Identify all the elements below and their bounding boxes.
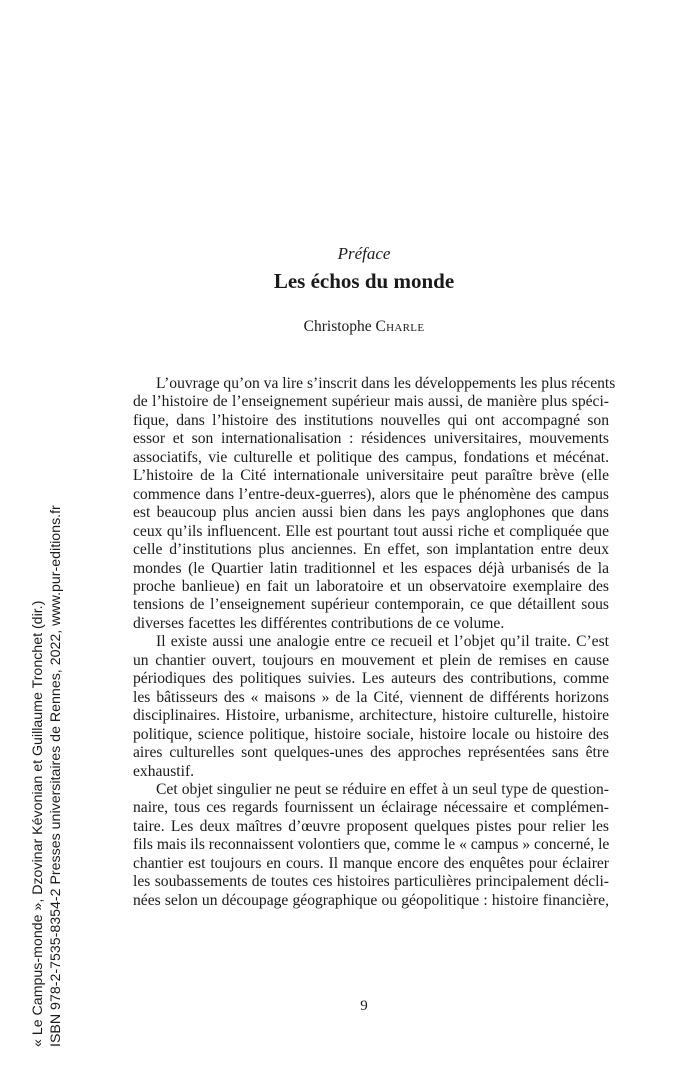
text-line: aires culturelles sont quelques-unes des approches représentées sans être [133, 744, 609, 762]
text-line: chantier est toujours en cours. Il manque encore des enquêtes pour éclairer [133, 854, 609, 872]
text-line: de l’histoire de l’enseignement supérieur mais aussi, de manière plus spéci- [133, 393, 609, 411]
author-last-name: Charle [375, 318, 425, 335]
text-line: celle d’institutions plus anciennes. En effet, son implantation entre deux [133, 541, 609, 559]
side-notice-line-1: « Le Campus-monde », Dzovinar Kévonian et Guillaume Tronchet (dir.) [30, 600, 46, 1047]
chapter-title: Les échos du monde [273, 269, 455, 293]
text-line: Il existe aussi une analogie entre ce recueil et l’objet qu’il traite. C’est [156, 633, 609, 651]
text-line: périodiques des politiques suivies. Les auteurs des contributions, comme [133, 670, 609, 688]
author-name [0, 317, 700, 337]
text-line: diverses facettes les différentes contributions de ce volume. [133, 614, 505, 632]
text-line: disciplinaires. Histoire, urbanisme, architecture, histoire culturelle, histoire [133, 707, 609, 725]
text-line: taire. Les deux maîtres d’œuvre proposent quelques pistes pour relier les [133, 817, 609, 835]
text-line: un chantier ouvert, toujours en mouvement et plein de remises en cause [133, 651, 609, 669]
text-line: mondes (le Quartier latin traditionnel et les espaces déjà urbanisés de la [133, 559, 609, 577]
side-notice-line-2: ISBN 978-2-7535-8354-2 Presses universitaires de Rennes, 2022, www.pur-editions.fr [48, 505, 64, 1047]
text-line: fique, dans l’histoire des institutions nouvelles qui ont accompagné son [133, 411, 609, 429]
text-line: exhaustif. [133, 762, 195, 780]
text-line: est beaucoup plus ancien aussi bien dans les pays anglophones que dans [133, 504, 609, 522]
page-number: 9 [360, 998, 368, 1014]
paragraph-2 [133, 633, 609, 781]
text-line: Cet objet singulier ne peut se réduire en effet à un seul type de question- [156, 780, 609, 798]
text-line: associatifs, vie culturelle et politique des campus, fondations et mécénat. [133, 448, 609, 466]
body-text [133, 375, 616, 910]
text-line: nées selon un découpage géographique ou géopolitique : histoire financière, [133, 891, 609, 909]
text-line: proche banlieue) en fait un laboratoire et un observatoire exemplaire des [133, 577, 609, 595]
text-line: tensions de l’enseignement supérieur contemporain, ce que détaillent sous [133, 596, 609, 614]
text-line: essor et son internationalisation : résidences universitaires, mouvements [133, 430, 609, 448]
paragraph-1 [133, 375, 616, 633]
paragraph-3 [133, 781, 609, 910]
text-line: les bâtisseurs des « maisons » de la Cité, viennent de différents horizons [133, 688, 609, 706]
preface-label: Préface [337, 244, 391, 263]
text-line: les soubassements de toutes ces histoires particulières principalement décli- [133, 873, 609, 891]
text-line: politique, science politique, histoire sociale, histoire locale ou histoire des [133, 725, 609, 743]
author-first-name: Christophe [303, 318, 372, 335]
text-line: naire, tous ces regards fournissent un éclairage nécessaire et complémen- [133, 799, 609, 817]
text-line: L’histoire de la Cité internationale universitaire peut paraître brève (elle [133, 467, 609, 485]
text-line: ceux qu’ils influencent. Elle est pourtant tout aussi riche et compliquée que [133, 522, 609, 540]
text-line: L’ouvrage qu’on va lire s’inscrit dans les développements les plus récents [156, 375, 616, 392]
text-line: commence dans l’entre-deux-guerres), alors que le phénomène des campus [133, 485, 609, 503]
text-line: fils mais ils reconnaissent volontiers que, comme le « campus » concerné, le [133, 836, 610, 854]
copyright-side-notice [29, 505, 65, 1047]
